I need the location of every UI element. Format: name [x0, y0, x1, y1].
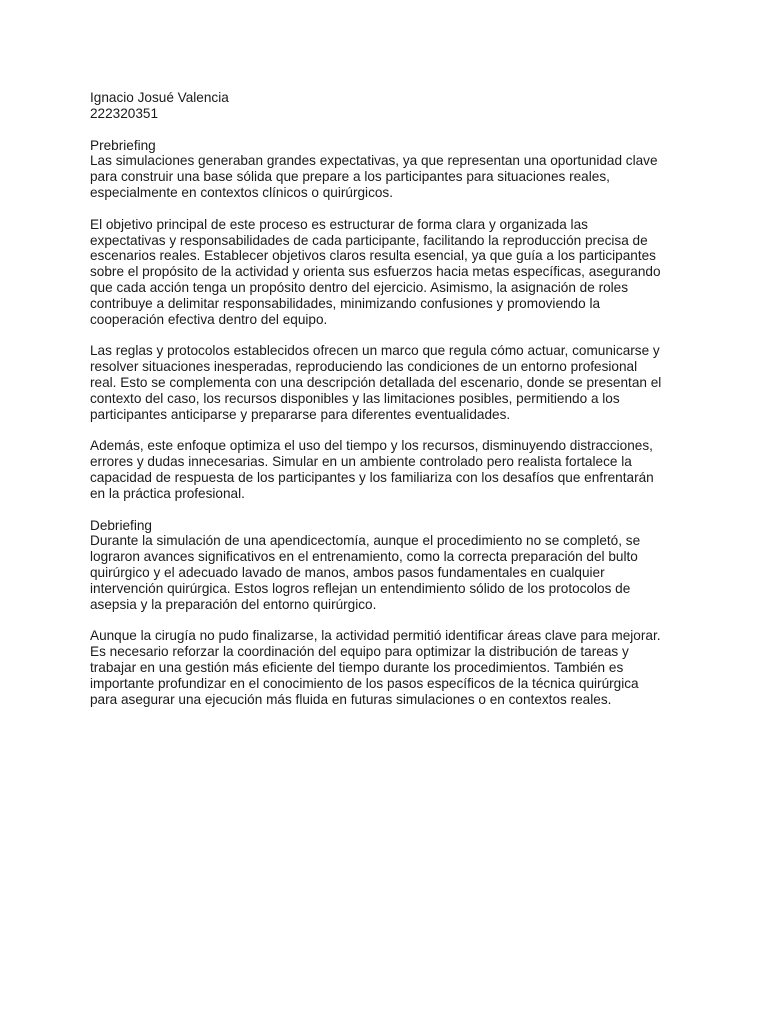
spacer: [90, 422, 690, 438]
paragraph-line: importante profundizar en el conocimiento de los pasos específicos de la técnica quirúrgica: [90, 675, 639, 691]
paragraph-line: sobre el propósito de la actividad y orienta sus esfuerzos hacia metas específicas, asegurando: [90, 264, 661, 280]
paragraph-line: Las simulaciones generaban grandes expectativas, ya que representan una oportunidad clave: [90, 153, 658, 169]
section-heading-prebriefing: Prebriefing: [90, 137, 156, 153]
paragraph-line: especialmente en contextos clínicos o quirúrgicos.: [90, 184, 393, 200]
paragraph-line: lograron avances significativos en el entrenamiento, como la correcta preparación del bulto: [90, 549, 638, 565]
header-block: [90, 90, 690, 122]
paragraph-line: Durante la simulación de una apendicectomía, aunque el procedimiento no se completó, se: [90, 533, 641, 549]
paragraph-line: Es necesario reforzar la coordinación del equipo para optimizar la distribución de tareas y: [90, 644, 629, 660]
paragraph-line: real. Esto se complementa con una descripción detallada del escenario, donde se presentan el: [90, 374, 662, 390]
paragraph: [90, 343, 690, 422]
spacer: [90, 327, 690, 343]
paragraph-line: que cada acción tenga un propósito dentro del ejercicio. Asimismo, la asignación de roles: [90, 279, 629, 295]
author-name: Ignacio Josué Valencia: [90, 90, 229, 105]
paragraph-line: para asegurar una ejecución más fluida en futuras simulaciones o en contextos reales.: [90, 691, 612, 707]
paragraph: [90, 438, 690, 501]
paragraph: [90, 217, 690, 328]
paragraph: [90, 153, 690, 200]
paragraph-line: escenarios reales. Establecer objetivos claros resulta esencial, ya que guía a los participantes: [90, 248, 656, 264]
paragraph: [90, 628, 690, 707]
paragraph-line: quirúrgico y el adecuado lavado de manos, ambos pasos fundamentales en cualquier: [90, 564, 605, 580]
paragraph-line: Las reglas y protocolos establecidos ofrecen un marco que regula cómo actuar, comunicarse y: [90, 343, 660, 359]
spacer: [90, 122, 690, 138]
debriefing-section: [90, 518, 690, 708]
paragraph-line: participantes anticiparse y prepararse para diferentes eventualidades.: [90, 406, 511, 422]
paragraph-line: errores y dudas innecesarias. Simular en un ambiente controlado pero realista fortalece la: [90, 454, 632, 470]
paragraph-line: expectativas y responsabilidades de cada participante, facilitando la reproducción precisa de: [90, 232, 648, 248]
paragraph-line: intervención quirúrgica. Estos logros reflejan un entendimiento sólido de los protocolos de: [90, 580, 631, 596]
prebriefing-section: [90, 138, 690, 502]
paragraph: [90, 533, 690, 612]
paragraph-line: para construir una base sólida que prepare a los participantes para situaciones reales,: [90, 169, 610, 185]
spacer: [90, 502, 690, 518]
paragraph-line: Además, este enfoque optimiza el uso del tiempo y los recursos, disminuyendo distracciones,: [90, 438, 653, 454]
paragraph-line: contexto del caso, los recursos disponibles y las limitaciones posibles, permitiendo a los: [90, 390, 620, 406]
paragraph-line: resolver situaciones inesperadas, reproduciendo las condiciones de un entorno profesional: [90, 359, 638, 375]
student-id: 222320351: [90, 105, 159, 121]
paragraph-line: Aunque la cirugía no pudo finalizarse, la actividad permitió identificar áreas clave para mejorar.: [90, 628, 661, 644]
paragraph-line: El objetivo principal de este proceso es estructurar de forma clara y organizada las: [90, 216, 588, 232]
paragraph-line: en la práctica profesional.: [90, 485, 245, 501]
paragraph-line: capacidad de respuesta de los participantes y los familiariza con los desafíos que enfrentarán: [90, 469, 654, 485]
spacer: [90, 612, 690, 628]
spacer: [90, 201, 690, 217]
paragraph-line: contribuye a delimitar responsabilidades, minimizando confusiones y promoviendo la: [90, 295, 601, 311]
section-heading-debriefing: Debriefing: [90, 517, 152, 533]
paragraph-line: asepsia y la preparación del entorno quirúrgico.: [90, 596, 377, 612]
paragraph-line: trabajar en una gestión más eficiente del tiempo durante los procedimientos. También es: [90, 659, 624, 675]
document-page: [90, 90, 690, 707]
paragraph-line: cooperación efectiva dentro del equipo.: [90, 311, 328, 327]
